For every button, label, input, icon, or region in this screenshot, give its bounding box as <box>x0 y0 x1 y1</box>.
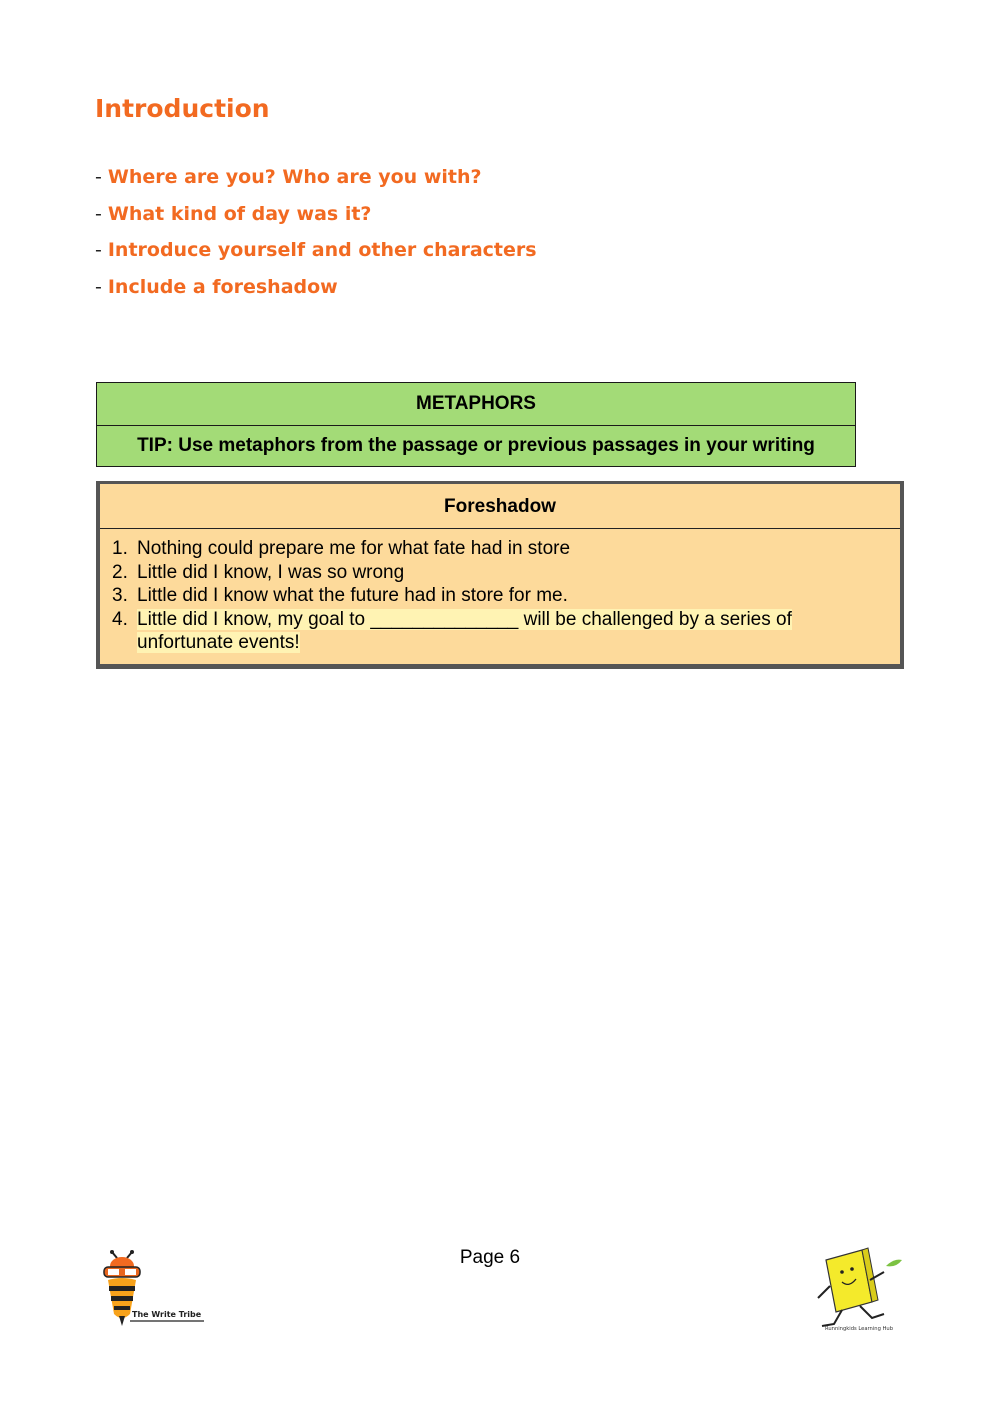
metaphors-tip: TIP: Use metaphors from the passage or previous passages in your writing <box>137 435 815 456</box>
bullet-dash: - <box>95 166 102 188</box>
list-item <box>100 608 900 655</box>
page-number: Page 6 <box>459 1247 521 1268</box>
metaphors-title: METAPHORS <box>97 383 855 426</box>
item-text: Little did I know, I was so wrong <box>137 561 405 583</box>
bullet-dash: - <box>95 275 102 298</box>
running-book-logo <box>812 1244 907 1344</box>
list-item <box>95 162 537 199</box>
logo-text: The Write Tribe <box>132 1310 202 1319</box>
foreshadow-table <box>96 481 904 669</box>
write-tribe-bee-logo <box>100 1250 208 1330</box>
foreshadow-list <box>100 529 900 655</box>
section-heading: Introduction <box>95 94 270 123</box>
bullet-text: Where are you? Who are you with? <box>107 166 482 188</box>
item-number: 2. <box>112 561 128 583</box>
bullet-dash: - <box>95 239 102 261</box>
intro-bullet-list <box>95 162 537 308</box>
item-number: 4. <box>112 608 128 630</box>
item-number: 1. <box>112 538 128 559</box>
list-item <box>100 561 900 585</box>
list-item <box>100 584 900 608</box>
bullet-text: Include a foreshadow <box>107 275 338 298</box>
logo-text: Runningkids Learning Hub <box>825 1326 893 1332</box>
bullet-text: What kind of day was it? <box>107 202 372 225</box>
foreshadow-title: Foreshadow <box>100 484 900 529</box>
item-text: Little did I know what the future had in store for me. <box>137 585 568 606</box>
list-item <box>95 235 537 272</box>
metaphors-table <box>96 382 856 467</box>
item-text-highlighted: Little did I know, my goal to ______________ will be challenged by a series of unfortunate events! <box>137 608 792 653</box>
bullet-text: Introduce yourself and other characters <box>107 239 537 261</box>
list-item <box>100 537 900 561</box>
list-item <box>95 199 537 236</box>
item-text: Nothing could prepare me for what fate had in store <box>137 538 571 559</box>
bullet-dash: - <box>95 202 102 225</box>
list-item <box>95 272 537 309</box>
item-number: 3. <box>112 585 128 606</box>
